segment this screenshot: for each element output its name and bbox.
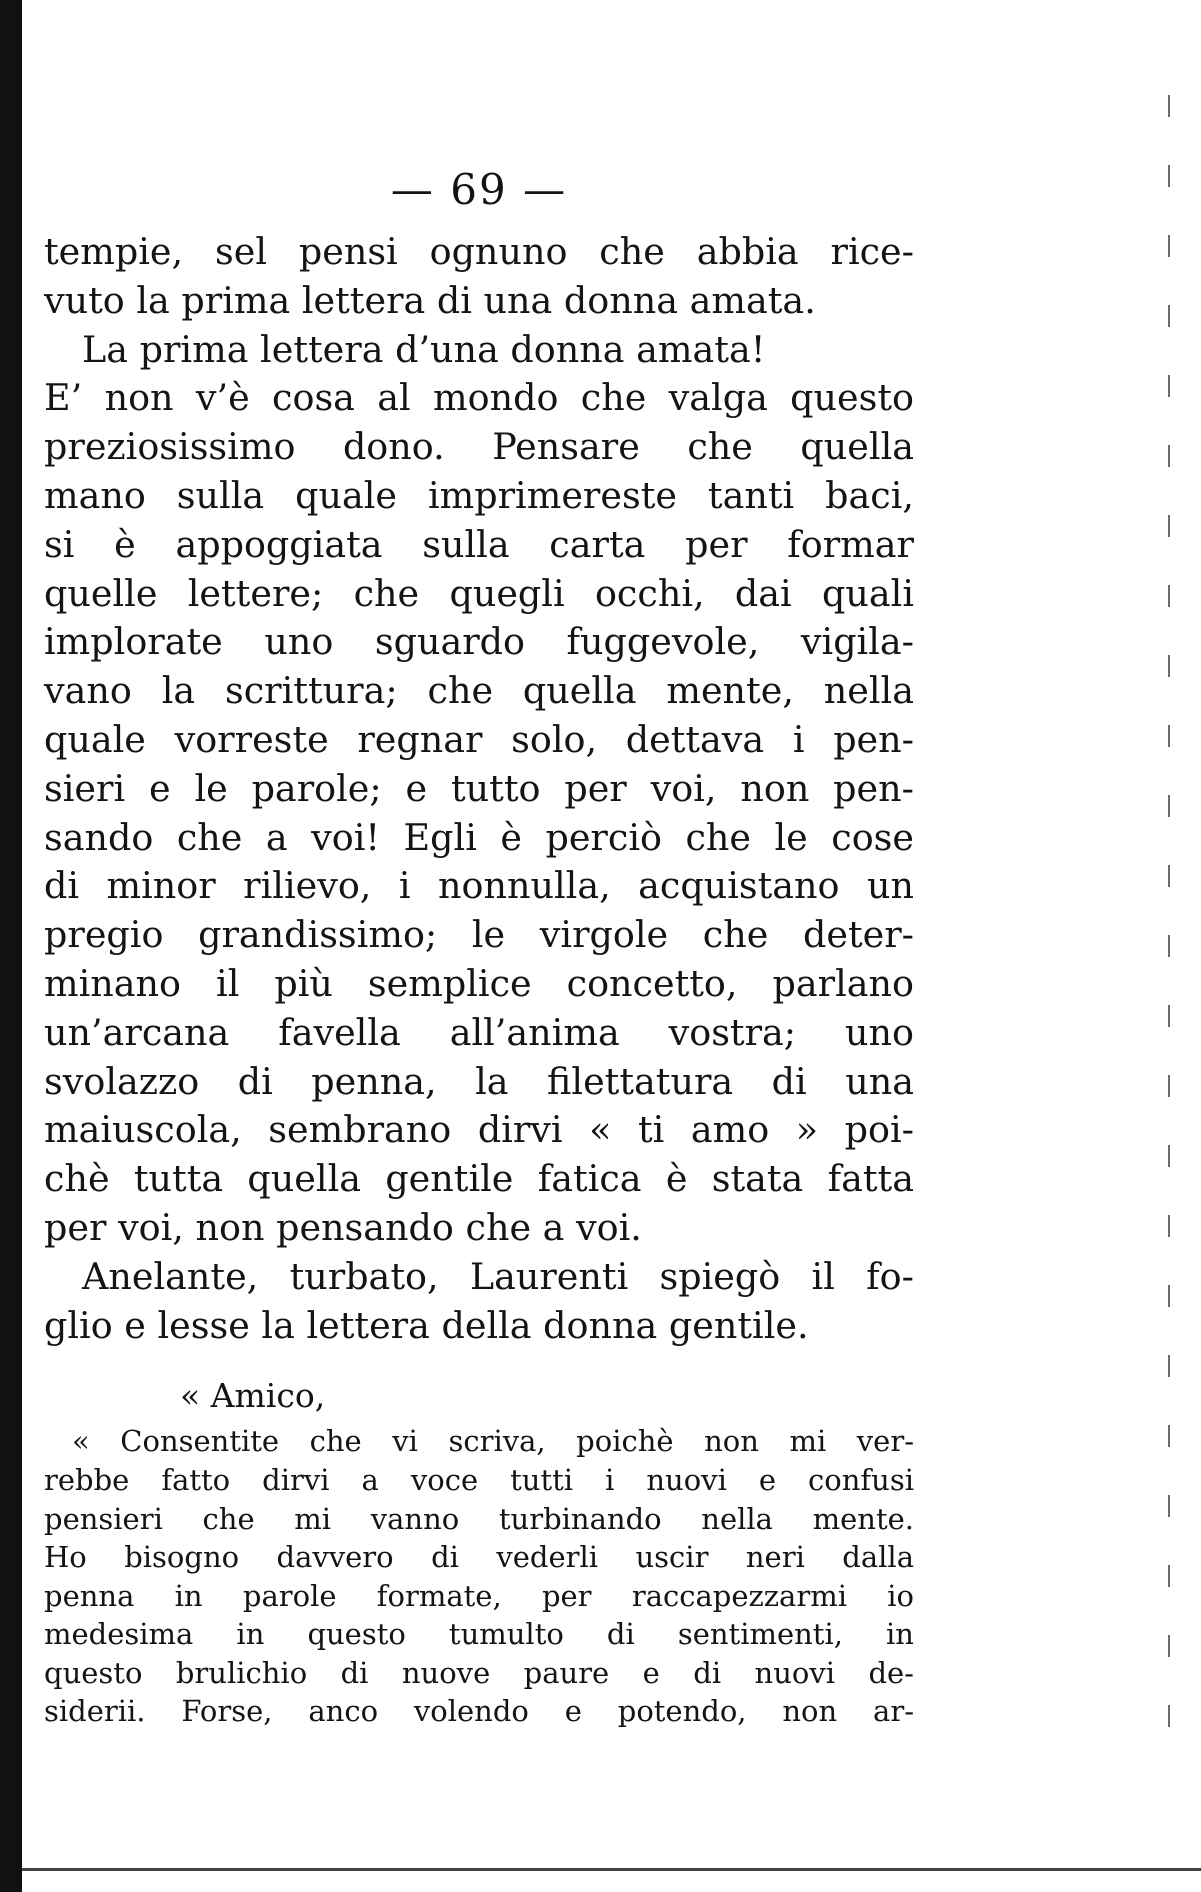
text-line: per voi, non pensando che a voi.	[44, 1205, 642, 1249]
paragraph-2	[44, 326, 914, 1253]
page-edge-specks	[1168, 95, 1170, 1745]
text-line: maiuscola, sembrano dirvi « ti amo » poi-	[44, 1108, 914, 1152]
text-line: implorate uno sguardo fuggevole, vigila-	[44, 620, 914, 664]
text-line: chè tutta quella gentile fatica è stata fatta	[44, 1157, 914, 1201]
text-line: mano sulla quale imprimereste tanti baci,	[44, 473, 914, 517]
letter-line: siderii. Forse, anco volendo e potendo, non ar-	[44, 1694, 914, 1729]
book-spine-shadow	[0, 0, 22, 1892]
text-line: pregio grandissimo; le virgole che deter-	[44, 913, 914, 957]
letter-line: questo brulichio di nuove paure e di nuovi de-	[44, 1655, 914, 1690]
text-line: si è appoggiata sulla carta per formar	[44, 522, 914, 566]
letter-line: pensieri che mi vanno turbinando nella mente.	[44, 1501, 914, 1536]
letter-line: rebbe fatto dirvi a voce tutti i nuovi e confusi	[44, 1462, 914, 1497]
text-line: sando che a voi! Egli è perciò che le cose	[44, 815, 914, 859]
book-page	[44, 160, 914, 1731]
letter-salutation: « Amico,	[180, 1376, 326, 1416]
letter-block	[44, 1376, 914, 1731]
text-line: La prima lettera d’una donna amata!	[82, 327, 766, 371]
text-line: glio e lesse la lettera della donna gentile.	[44, 1303, 809, 1347]
paragraph-3	[44, 1253, 914, 1351]
text-line: vuto la prima lettera di una donna amata.	[44, 278, 816, 322]
text-line: un’arcana favella all’anima vostra; uno	[44, 1010, 914, 1054]
text-line: quelle lettere; che quegli occhi, dai quali	[44, 571, 914, 615]
text-line: Anelante, turbato, Laurenti spiegò il fo-	[82, 1254, 914, 1298]
text-line: preziosissimo dono. Pensare che quella	[44, 425, 914, 469]
text-line: E’ non v’è cosa al mondo che valga questo	[44, 376, 914, 420]
text-line: sieri e le parole; e tutto per voi, non pen-	[44, 766, 914, 810]
letter-line: medesima in questo tumulto di sentimenti, in	[44, 1617, 914, 1652]
page-number: — 69 —	[390, 165, 568, 214]
text-line: vano la scrittura; che quella mente, nella	[44, 669, 914, 713]
letter-line: penna in parole formate, per raccapezzarmi io	[44, 1578, 914, 1613]
text-line: tempie, sel pensi ognuno che abbia rice-	[44, 230, 914, 273]
page-bottom-edge	[22, 1868, 1201, 1871]
text-line: svolazzo di penna, la filettatura di una	[44, 1059, 914, 1103]
letter-line: Ho bisogno davvero di vederli uscir neri dalla	[44, 1540, 914, 1575]
text-line: quale vorreste regnar solo, dettava i pen-	[44, 717, 914, 761]
text-line: minano il più semplice concetto, parlano	[44, 961, 914, 1005]
paragraph-1	[44, 228, 914, 326]
text-line: di minor rilievo, i nonnulla, acquistano un	[44, 864, 914, 908]
letter-line: « Consentite che vi scriva, poichè non mi ver-	[72, 1424, 914, 1459]
